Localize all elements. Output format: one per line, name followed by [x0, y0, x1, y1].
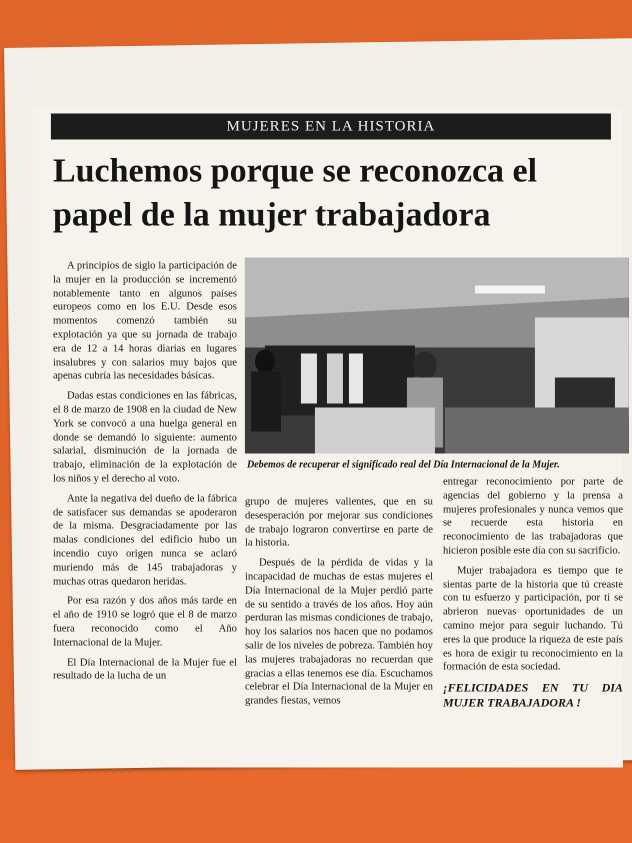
- paragraph: El Día Internacional de la Mujer fue el resultado de la lucha de un: [52, 657, 237, 682]
- photo-caption: Debemos de recuperar el significado real del Día Internacional de la Mujer.: [246, 459, 560, 471]
- paragraph: Después de la pérdida de vidas y la incapacidad de muchas de estas mujeres el Día Internacional de la Mujer perdió parte de su sentido a través de los años. Hoy aún perduran las mismas condiciones de trabajo, hoy los salarios nos hacen que no podamos salir de los niveles de pobreza. También hoy las mujeres trabajadoras no recuerdan que gracias a ellas tenemos ese día. Escuchamos celebrar el Día Internacional de la Mujer en grandes fiestas, vemos: [244, 557, 433, 707]
- article-column-2: [245, 496, 433, 715]
- article-column-1: [53, 260, 237, 690]
- article-photo: [245, 258, 629, 454]
- article-headline: Luchemos porque se reconozca el papel de la mujer trabajadora: [52, 152, 538, 234]
- article-column-3: [443, 476, 623, 711]
- orange-background: [0, 760, 632, 843]
- newspaper-clipping: [33, 108, 623, 768]
- photo-image: [245, 258, 629, 454]
- paragraph: A principios de siglo la participación de la mujer en la producción se incrementó notablemente tanto en algunos países europeos como en los E.U. Desde esos momentos comenzó también su explotación ya que su jornada de trabajo era de 12 a 14 horas diarias en lugares insalubres y con salarios muy bajos que apenas cubría las necesidades básicas.: [52, 260, 237, 382]
- closing-greeting: ¡FELICIDADES EN TU DIA MUJER TRABAJADORA !: [442, 680, 623, 710]
- newspaper-clipping-frame: [4, 38, 632, 770]
- section-banner: [51, 114, 611, 140]
- paragraph: entregar reconocimiento por parte de agencias del gobierno y la prensa a mujeres profesionales y nunca vemos que se recuerde esta historia en reconocimiento de las trabajadoras que hicieron posible este día con su sacrificio.: [442, 476, 623, 557]
- paragraph: Por esa razón y dos años más tarde en el año de 1910 se logró que el 8 de marzo fuera reconocido como el Año Internacional de la Mujer.: [52, 595, 237, 649]
- paragraph: Ante la negativa del dueño de la fábrica de satisfacer sus demandas se apoderaron de la misma. Desgraciadamente por las malas condiciones del edificio hubo un incendio cuyo origen nunca se aclaró muriendo más de 145 trabajadoras y muchas otras quedaron heridas.: [52, 493, 237, 588]
- paragraph: grupo de mujeres valientes, que en su desesperación por mejorar sus condiciones de trabajo lograron convertirse en parte de la historia.: [244, 496, 433, 549]
- paragraph: Mujer trabajadora es tiempo que te sientas parte de la historia que tú creaste con tu esfuerzo y participación, por ti se abrieron nuevas oportunidades de un camino mejor para seguir luchando. Tú eres la que produce la riqueza de este país es hora de exigir tu reconocimiento en la formación de esta sociedad.: [442, 565, 623, 673]
- section-title: MUJERES EN LA HISTORIA: [226, 118, 436, 135]
- paragraph: Dadas estas condiciones en las fábricas, el 8 de marzo de 1908 en la ciudad de New York se convocó a una huelga general en donde se demandó lo siguiente: aumento salarial, disminución de la jornada de trabajo, eliminación de la explotación de los niños y el derecho al voto.: [52, 390, 237, 485]
